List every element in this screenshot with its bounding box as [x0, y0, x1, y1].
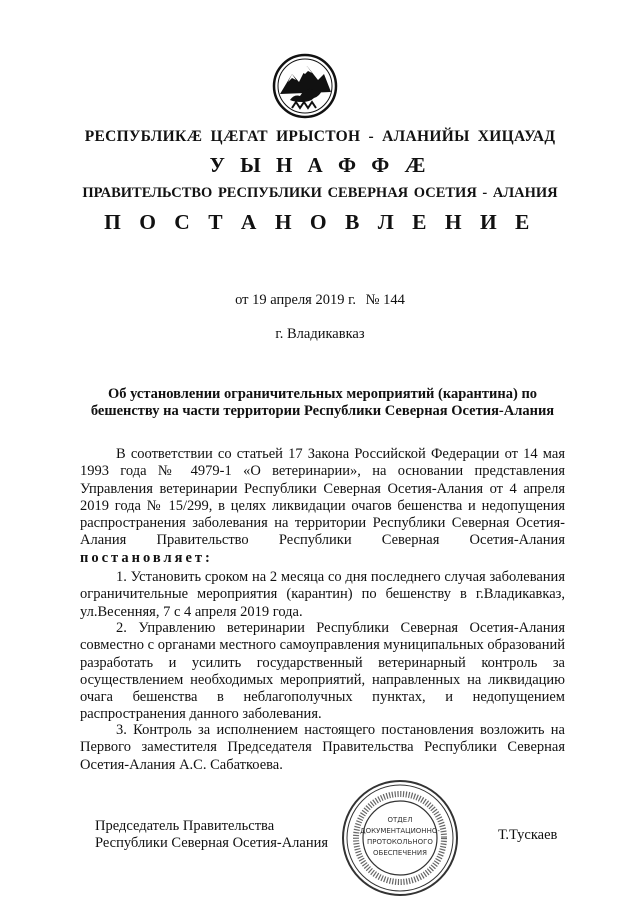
signatory-position-line1: Председатель Правительства: [95, 818, 275, 834]
document-subject-title: Об установлении ограничительных мероприятий (карантина) по бешенству на части территории Республики Северная Осетия-Алания: [90, 386, 555, 419]
body-paragraph-preamble: [80, 446, 565, 567]
official-stamp-icon: [340, 778, 460, 898]
stamp-text-line3: ПРОТОКОЛЬНОГО: [367, 838, 433, 846]
stamp-text-line4: ОБЕСПЕЧЕНИЯ: [373, 849, 427, 857]
stamp-text-line1: ОТДЕЛ: [387, 816, 413, 824]
document-city: г. Владикавказ: [275, 326, 365, 342]
body-paragraph-2: 2. Управлению ветеринарии Республики Северная Осетия-Алания совместно с органами местного самоуправления муниципальных образований разработать и усилить государственный ветеринарный контроль за осуществлением необходимых мероприятий, направленных на ликвидацию очага бешенства в неблагополучных пунктах, и недопущением распространения данного заболевания.: [80, 620, 565, 723]
document-number: № 144: [365, 292, 405, 308]
document-date-line: [0, 292, 640, 309]
signatory-position: [95, 818, 328, 853]
signatory-position-line2: Республики Северная Осетия-Алания: [95, 835, 329, 852]
header-government: ПРАВИТЕЛЬСТВО РЕСПУБЛИКИ СЕВЕРНАЯ ОСЕТИЯ - АЛАНИЯ: [82, 185, 558, 201]
signatory-name: Т.Тускаев: [498, 827, 558, 843]
document-date: от 19 апреля 2019 г.: [235, 292, 357, 308]
stamp-text-line2: ДОКУМЕНТАЦИОННО-: [360, 827, 440, 835]
coat-of-arms-emblem-icon: [272, 52, 338, 120]
header-decree-ossetian: У Ы Н А Ф Ф Ӕ: [209, 153, 431, 177]
body-paragraph-1: 1. Установить сроком на 2 месяца со дня последнего случая заболевания ограничительные мероприятия (карантин) по бешенству в г.Владикавказ, ул.Весенняя, 7 с 4 апреля 2019 года.: [80, 569, 565, 620]
header-republic-ossetian: РЕСПУБЛИКӔ ЦӔГАТ ИРЫСТОН - АЛАНИЙЫ ХИЦАУАД: [84, 128, 556, 145]
decree-word: постановляет:: [80, 549, 213, 566]
preamble-text: В соответствии со статьей 17 Закона Российской Федерации от 14 мая 1993 года № 4979-1 «О ветеринарии», на основании представления Управления ветеринарии Республики Северная Осетия-Алания от 4 апреля 2019 года № 15/299, в целях ликвидации очагов бешенства и недопущения распространения заболевания на территории Республики Северная Осетия-Алания Правительство Республики Северная Осетия-Алания: [80, 446, 565, 549]
body-paragraph-3: 3. Контроль за исполнением настоящего постановления возложить на Первого заместителя Председателя Правительства Республики Северная Осетия-Алания А.С. Сабаткоева.: [80, 722, 565, 773]
page-title: П О С Т А Н О В Л Е Н И Е: [104, 210, 536, 234]
